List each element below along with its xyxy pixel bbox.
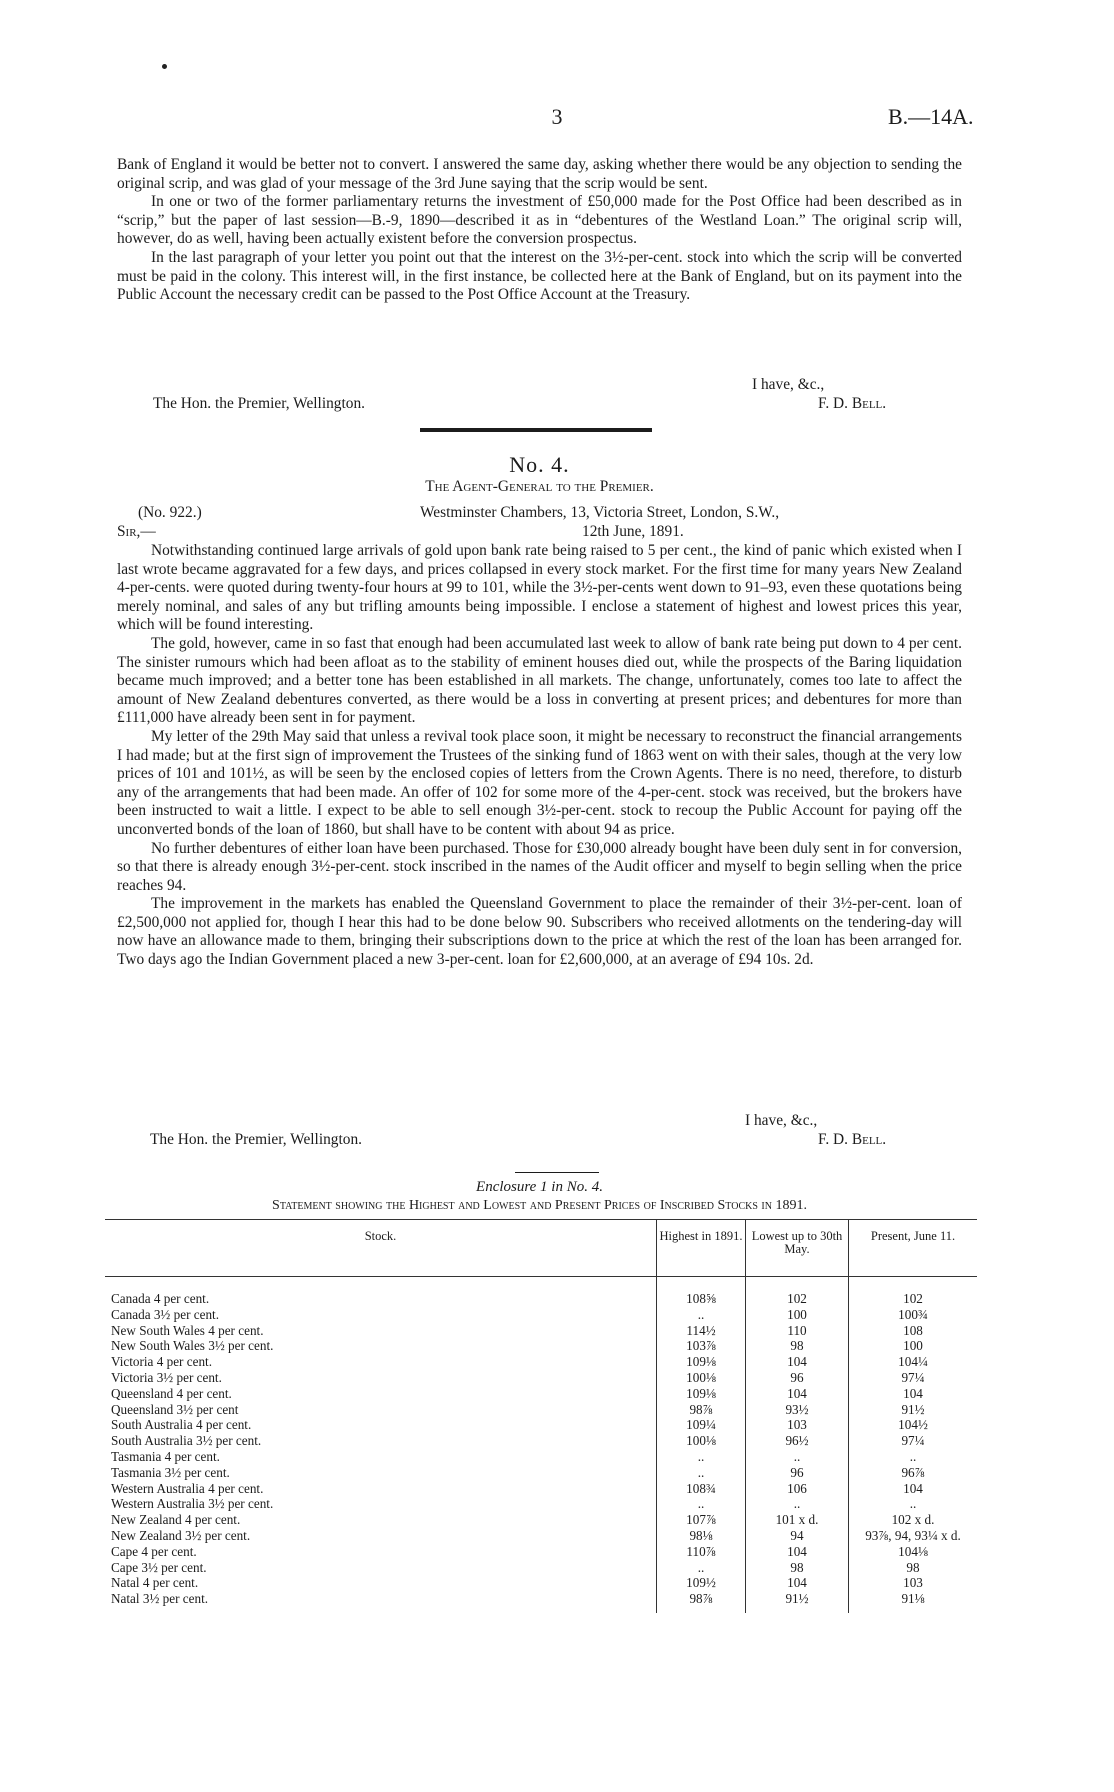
lowest-price-cell: 104 [746, 1575, 849, 1591]
stock-name-cell [105, 1465, 657, 1481]
stock-name-cell [105, 1481, 657, 1497]
present-price-cell: 102 x d. [849, 1512, 978, 1528]
stock-name: South Australia 3½ per cent. [111, 1433, 262, 1449]
stock-name: Western Australia 4 per cent. [111, 1480, 264, 1496]
stock-name-cell [105, 1496, 657, 1512]
letter4-paragraph: The gold, however, came in so fast that enough had been accumulated last week to allow of bank rate being put down to 4 per cent. The sinister rumours which had been afloat as to the stability of eminent houses died out, while the prospects of the Baring liquidation became much improved; and a better tone has been established in all markets. The change, unfortunately, comes too late to affect the amount of New Zealand debentures converted, as there would be a loss in converting at present prices; and debentures for more than £111,000 have already been sent in for payment. [117, 634, 962, 727]
stock-name-cell [105, 1560, 657, 1576]
highest-price-cell: .. [657, 1465, 746, 1481]
stock-name-cell [105, 1323, 657, 1339]
letter-number-heading: No. 4. [509, 452, 570, 477]
highest-price-cell: 98⅞ [657, 1591, 746, 1613]
table-row [105, 1481, 977, 1497]
lowest-price-cell: 110 [746, 1323, 849, 1339]
highest-price-cell: 114½ [657, 1323, 746, 1339]
stock-name: Natal 4 per cent. [111, 1575, 199, 1591]
stock-name-cell [105, 1512, 657, 1528]
lowest-price-cell: .. [746, 1496, 849, 1512]
stock-name: Queensland 4 per cent. [111, 1385, 232, 1401]
stock-name: Western Australia 3½ per cent. [111, 1496, 274, 1512]
highest-price-cell: 109⅛ [657, 1386, 746, 1402]
highest-price-cell: 109⅛ [657, 1354, 746, 1370]
table-row [105, 1433, 977, 1449]
highest-price-cell: .. [657, 1449, 746, 1465]
lowest-price-cell: 106 [746, 1481, 849, 1497]
document-reference: B.—14A. [888, 104, 974, 129]
table-row [105, 1402, 977, 1418]
lowest-price-cell: 91½ [746, 1591, 849, 1613]
letter-address: Westminster Chambers, 13, Victoria Street, London, S.W., [420, 504, 780, 521]
lowest-price-cell: 104 [746, 1354, 849, 1370]
stock-name: Tasmania 3½ per cent. [111, 1464, 230, 1480]
present-price-cell: 91⅛ [849, 1591, 978, 1613]
stock-name: New South Wales 4 per cent. [111, 1322, 264, 1338]
section-divider [420, 428, 652, 432]
highest-price-cell: 98⅛ [657, 1528, 746, 1544]
lowest-price-cell: 101 x d. [746, 1512, 849, 1528]
letter4-signature: F. D. Bell. [818, 1131, 887, 1148]
highest-price-cell: 109¼ [657, 1417, 746, 1433]
table-row [105, 1465, 977, 1481]
present-price-cell: 100 [849, 1338, 978, 1354]
letter-from-to: The Agent-General to the Premier. [425, 478, 654, 495]
present-price-cell: 93⅞, 94, 93¼ x d. [849, 1528, 978, 1544]
highest-price-cell: 109½ [657, 1575, 746, 1591]
column-header-stock: Stock. [105, 1220, 657, 1277]
present-price-cell: 104½ [849, 1417, 978, 1433]
stock-name: New South Wales 3½ per cent. [111, 1338, 274, 1354]
lowest-price-cell: 93½ [746, 1402, 849, 1418]
table-row [105, 1575, 977, 1591]
table-row [105, 1307, 977, 1323]
letter3-addressee: The Hon. the Premier, Wellington. [153, 395, 366, 412]
letter4-paragraph: No further debentures of either loan have been purchased. Those for £30,000 already bought have been duly sent in for conversion, so that there is already enough 3½-per-cent. stock inscribed in the names of the Audit officer and myself to begin selling when the price reaches 94. [117, 839, 962, 894]
present-price-cell: 104 [849, 1386, 978, 1402]
table-body [105, 1277, 977, 1613]
letter4-paragraph: My letter of the 29th May said that unless a revival took place soon, it might be necessary to reconstruct the financial arrangements I had made; but at the first sign of improvement the Trustees of the sinking fund of 1863 went on with their sales, though at the very low prices of 101 and 101½, as will be seen by the enclosed copies of letters from the Crown Agents. There is no need, therefore, to disturb any of the arrangements that had been made. An offer of 102 for some more of the 4-per-cent. stock was received, but the brokers have been instructed to wait a little. I expect to be able to sell enough 3½-per-cent. stock to recoup the Public Account for paying off the unconverted bonds of the loan of 1860, but shall have to be content with about 94 as price. [117, 727, 962, 838]
present-price-cell: 104 [849, 1481, 978, 1497]
stock-name: New Zealand 4 per cent. [111, 1512, 241, 1528]
table-header-row [105, 1220, 977, 1277]
stock-name-cell [105, 1449, 657, 1465]
lowest-price-cell: 104 [746, 1544, 849, 1560]
lowest-price-cell: .. [746, 1449, 849, 1465]
stock-name: Victoria 4 per cent. [111, 1354, 212, 1370]
column-header-present: Present, June 11. [849, 1220, 978, 1277]
table-row [105, 1277, 977, 1307]
present-price-cell: 108 [849, 1323, 978, 1339]
letter4-paragraph: The improvement in the markets has enabled the Queensland Government to place the remainder of their 3½-per-cent. loan of £2,500,000 not applied for, though I hear this had to be done below 90. Subscribers who received allotments on the tendering-day will now have an allowance made to them, bringing their subscriptions down to the price at which the rest of the loan has been arranged for. Two days ago the Indian Government placed a new 3-per-cent. loan for £2,600,000, at an average of £94 10s. 2d. [117, 895, 962, 969]
table-row [105, 1544, 977, 1560]
stock-name: Tasmania 4 per cent. [111, 1448, 220, 1464]
present-price-cell: .. [849, 1496, 978, 1512]
present-price-cell: 96⅞ [849, 1465, 978, 1481]
stock-name: Natal 3½ per cent. [111, 1591, 209, 1607]
stock-name: South Australia 4 per cent. [111, 1417, 252, 1433]
table-row [105, 1417, 977, 1433]
present-price-cell: 103 [849, 1575, 978, 1591]
table-row [105, 1449, 977, 1465]
letter4-paragraph: Notwithstanding continued large arrivals of gold upon bank rate being raised to 5 per cent., the kind of panic which existed when I last wrote became aggravated for a few days, and prices collapsed in every stock market. For the first time for many years New Zealand 4-per-cents. were quoted during twenty-four hours at 99 to 101, while the 3½-per-cents went down to 91–93, even these quotations being merely nominal, and sales of any but trifling amounts being impossible. I enclose a statement of highest and lowest prices this year, which will be found interesting. [117, 542, 962, 634]
lowest-price-cell: 98 [746, 1560, 849, 1576]
highest-price-cell: 108¾ [657, 1481, 746, 1497]
letter3-body [117, 156, 962, 305]
table-row [105, 1370, 977, 1386]
stock-name-cell [105, 1528, 657, 1544]
letter3-paragraph: In the last paragraph of your letter you point out that the interest on the 3½-per-cent. stock into which the scrip will be converted must be paid in the colony. This interest will, in the first instance, be collected here at the Bank of England, but on its payment into the Public Account the necessary credit can be passed to the Post Office Account at the Treasury. [117, 248, 962, 304]
highest-price-cell: 107⅞ [657, 1512, 746, 1528]
present-price-cell: 102 [849, 1277, 978, 1307]
highest-price-cell: 98⅞ [657, 1402, 746, 1418]
letter-date: 12th June, 1891. [582, 523, 684, 540]
stock-name-cell [105, 1386, 657, 1402]
page-number: 3 [551, 104, 563, 129]
highest-price-cell: 100⅛ [657, 1370, 746, 1386]
stock-name-cell [105, 1544, 657, 1560]
lowest-price-cell: 104 [746, 1386, 849, 1402]
highest-price-cell: 100⅛ [657, 1433, 746, 1449]
letter4-body [117, 542, 962, 970]
stock-name-cell [105, 1591, 657, 1613]
stock-name-cell [105, 1338, 657, 1354]
highest-price-cell: .. [657, 1560, 746, 1576]
present-price-cell: 97¼ [849, 1433, 978, 1449]
lowest-price-cell: 94 [746, 1528, 849, 1544]
letter4-addressee: The Hon. the Premier, Wellington. [150, 1131, 363, 1148]
stock-name-cell [105, 1402, 657, 1418]
highest-price-cell: 103⅞ [657, 1338, 746, 1354]
stock-name-cell [105, 1370, 657, 1386]
stock-name-cell [105, 1307, 657, 1323]
letter3-paragraph: Bank of England it would be better not to convert. I answered the same day, asking whether there would be any objection to sending the original scrip, and was glad of your message of the 3rd June saying that the scrip would be sent. [117, 156, 962, 192]
table-row [105, 1496, 977, 1512]
lowest-price-cell: 96 [746, 1465, 849, 1481]
lowest-price-cell: 103 [746, 1417, 849, 1433]
lowest-price-cell: 102 [746, 1277, 849, 1307]
lowest-price-cell: 98 [746, 1338, 849, 1354]
present-price-cell: 104⅛ [849, 1544, 978, 1560]
column-header-lowest: Lowest up to 30th May. [746, 1220, 849, 1277]
table-row [105, 1528, 977, 1544]
letter3-paragraph: In one or two of the former parliamentary returns the investment of £50,000 made for the Post Office had been described as in “scrip,” but the paper of last session—B.-9, 1890—described it as in “debentures of the Westland Loan.” The original scrip will, however, do as well, having been actually existent before the conversion prospectus. [117, 193, 962, 248]
stock-name-cell [105, 1277, 657, 1307]
stock-name-cell [105, 1433, 657, 1449]
present-price-cell: 104¼ [849, 1354, 978, 1370]
stock-name-cell [105, 1575, 657, 1591]
stock-name: New Zealand 3½ per cent. [111, 1527, 251, 1543]
table-row [105, 1591, 977, 1613]
stock-prices-table [105, 1219, 977, 1613]
lowest-price-cell: 96½ [746, 1433, 849, 1449]
letter-ref-no: (No. 922.) [138, 504, 202, 521]
table-row [105, 1386, 977, 1402]
lowest-price-cell: 96 [746, 1370, 849, 1386]
table-row [105, 1323, 977, 1339]
stock-name-cell [105, 1417, 657, 1433]
present-price-cell: 97¼ [849, 1370, 978, 1386]
present-price-cell: 98 [849, 1560, 978, 1576]
letter3-signature: F. D. Bell. [818, 395, 887, 412]
enclosure-title: Enclosure 1 in No. 4. [476, 1179, 603, 1195]
highest-price-cell: .. [657, 1307, 746, 1323]
letter4-closing: I have, &c., [745, 1112, 818, 1129]
stock-name: Canada 3½ per cent. [111, 1306, 220, 1322]
present-price-cell: 91½ [849, 1402, 978, 1418]
highest-price-cell: 108⅝ [657, 1277, 746, 1307]
table-row [105, 1560, 977, 1576]
stock-name: Queensland 3½ per cent [111, 1401, 239, 1417]
stock-name-cell [105, 1354, 657, 1370]
highest-price-cell: .. [657, 1496, 746, 1512]
table-row [105, 1512, 977, 1528]
present-price-cell: .. [849, 1449, 978, 1465]
letter3-closing: I have, &c., [752, 376, 825, 393]
stock-name: Victoria 3½ per cent. [111, 1369, 222, 1385]
stock-name: Cape 4 per cent. [111, 1543, 197, 1559]
table-row [105, 1354, 977, 1370]
stock-name: Canada 4 per cent. [111, 1291, 210, 1306]
letter-salutation: Sir,— [117, 523, 156, 540]
lowest-price-cell: 100 [746, 1307, 849, 1323]
enclosure-divider [515, 1172, 599, 1173]
present-price-cell: 100¾ [849, 1307, 978, 1323]
highest-price-cell: 110⅞ [657, 1544, 746, 1560]
column-header-highest: Highest in 1891. [657, 1220, 746, 1277]
stock-name: Cape 3½ per cent. [111, 1559, 207, 1575]
statement-title: Statement showing the Highest and Lowest and Present Prices of Inscribed Stocks in 1891. [272, 1198, 807, 1213]
page-speck [162, 64, 167, 69]
table-row [105, 1338, 977, 1354]
